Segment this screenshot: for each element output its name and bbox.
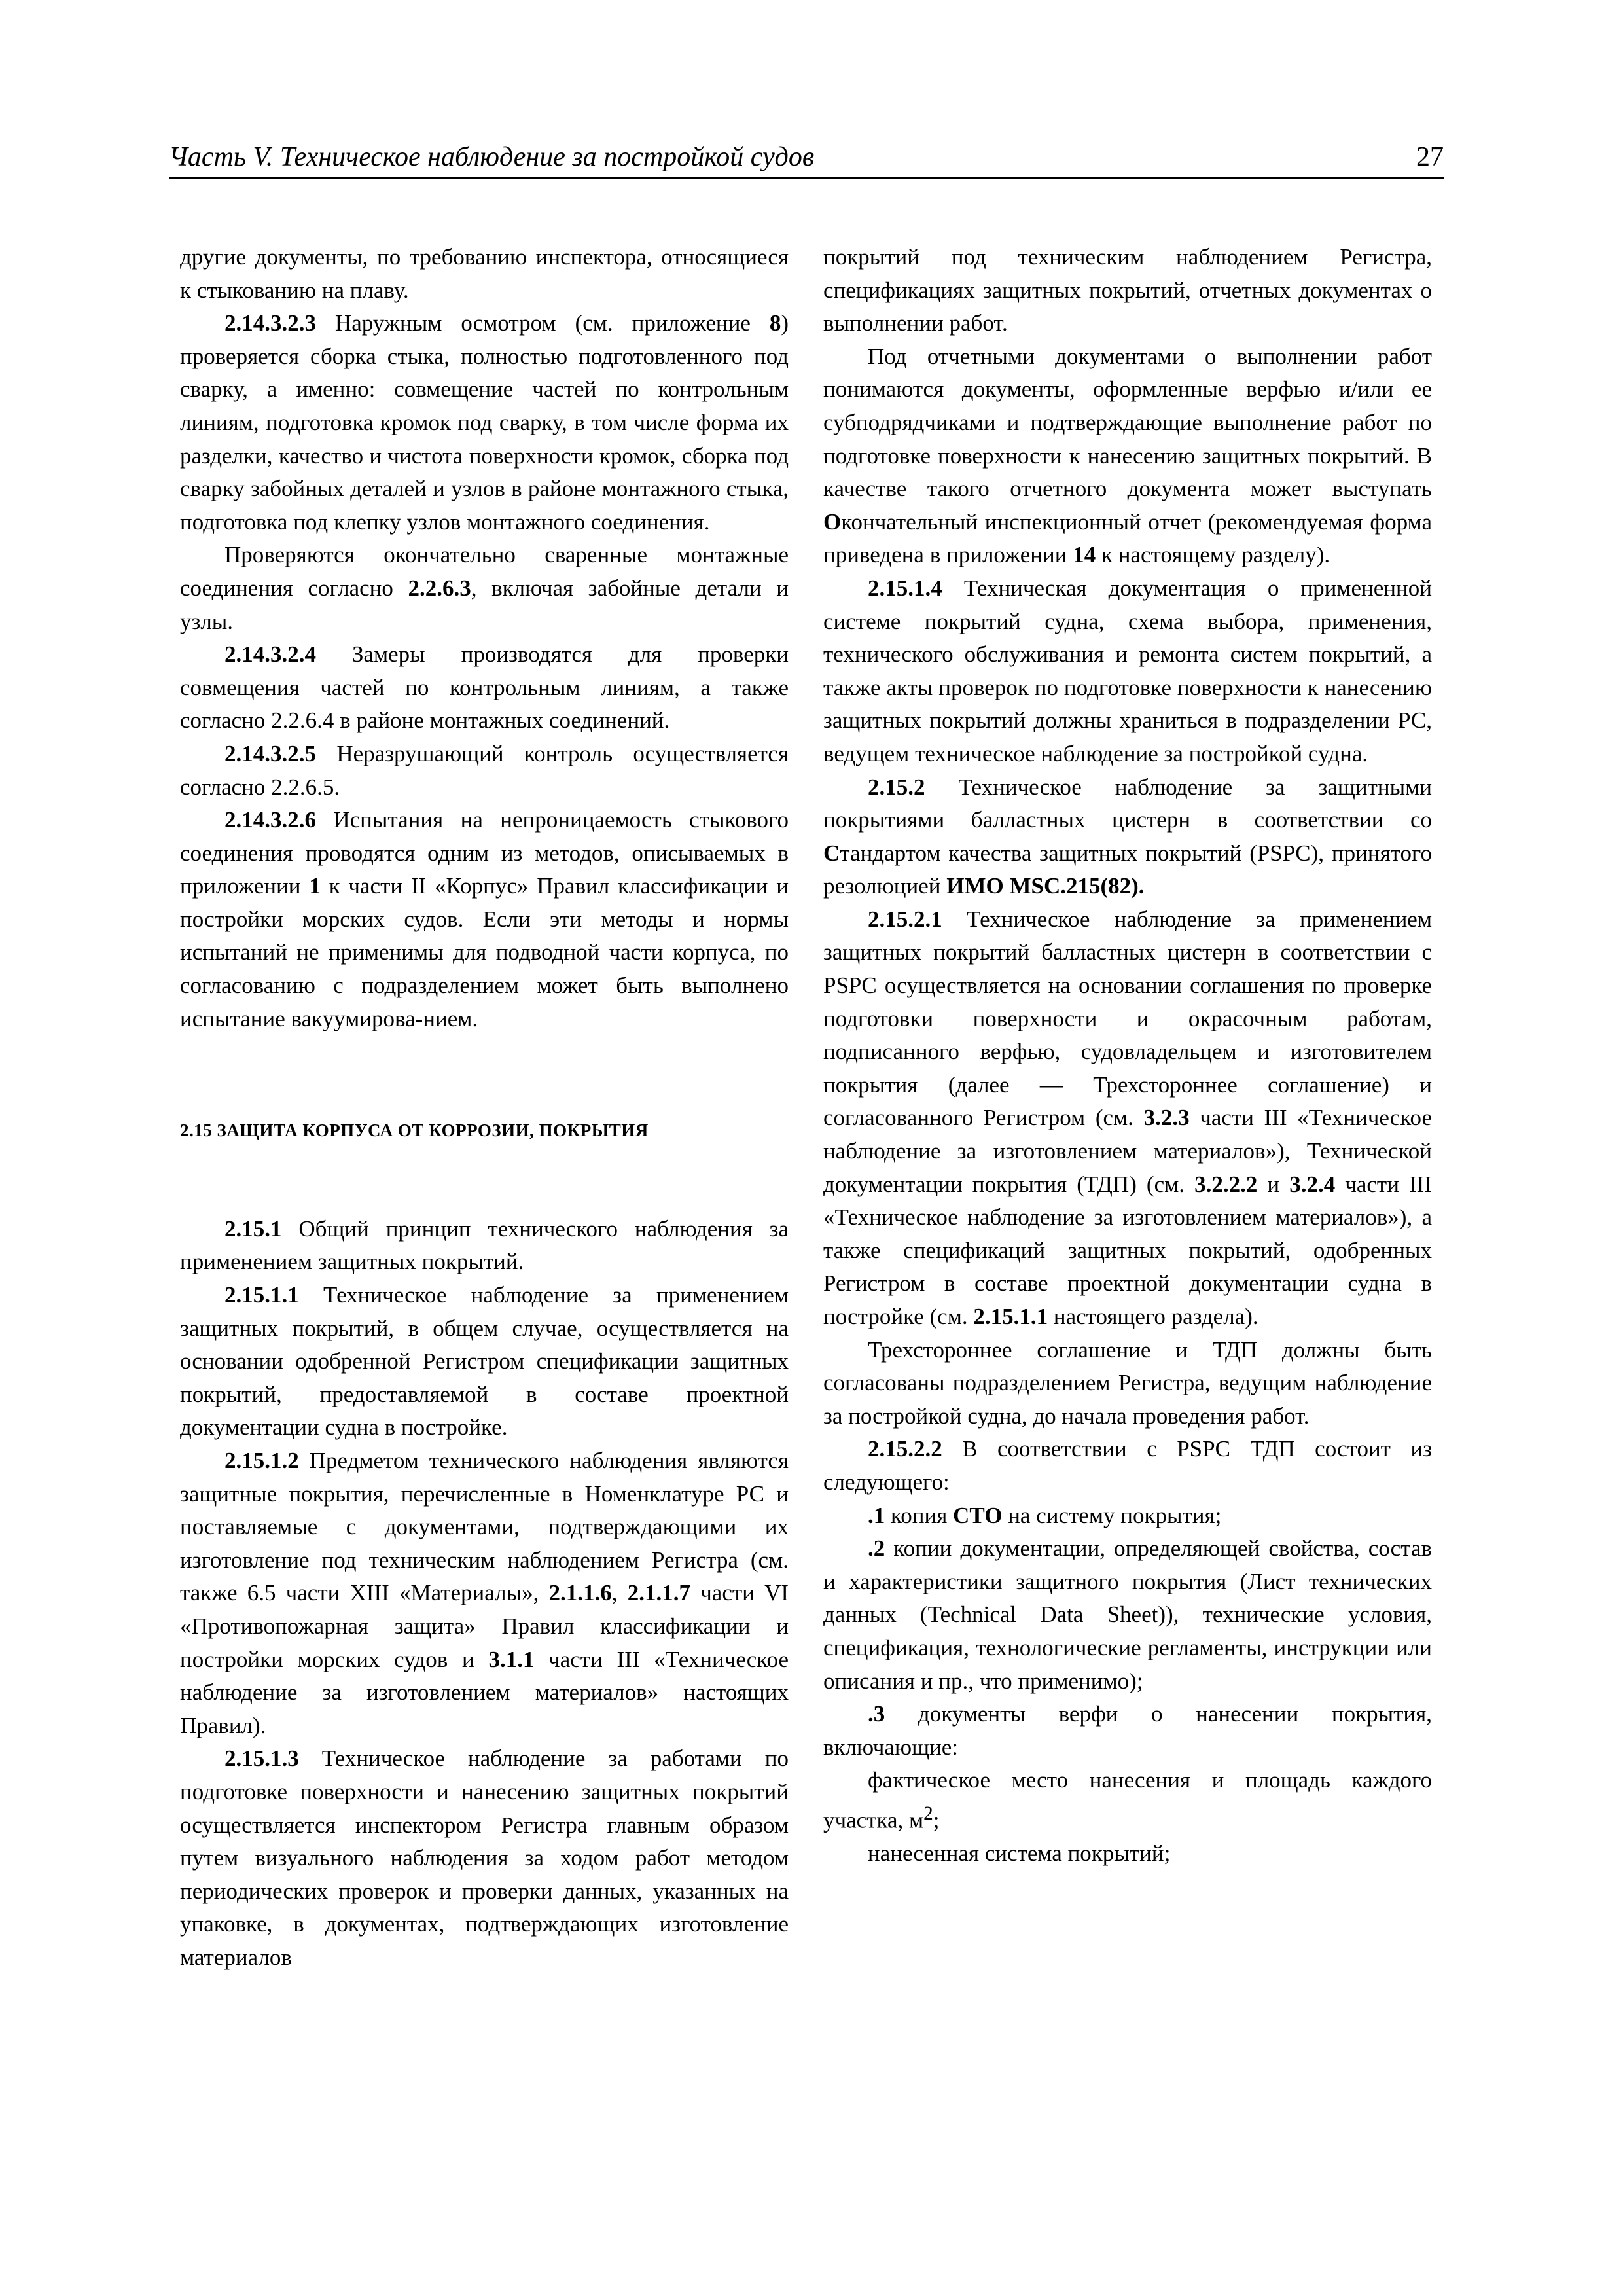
- right-column: [823, 241, 1432, 1871]
- paragraph-2-15-1-4: 2.15.1.4 Техническая документация о примененной системе покрытий судна, схема выбора, применения, технического обслуживания и ремонта систем покрытий, а также акты проверок по подготовке поверхности к нанесению защитных покрытий должны храниться в подразделении РС, ведущем техническое наблюдение за постройкой судна.: [823, 575, 1432, 766]
- list-item-1: .1 копия СТО на систему покрытия;: [868, 1502, 1222, 1528]
- paragraph: покрытий под техническим наблюдением Регистра, спецификациях защитных покрытий, отчетных документах о выполнении работ.: [823, 244, 1432, 336]
- paragraph: Проверяются окончательно сваренные монтажные соединения согласно 2.2.6.3, включая забойные детали и узлы.: [180, 542, 789, 634]
- paragraph-2-14-3-2-6: 2.14.3.2.6 Испытания на непроницаемость стыкового соединения проводятся одним из методов, описываемых в приложении 1 к части II «Корпус» Правил классификации и постройки морских судов. Если эти методы и нормы испытаний не применимы для подводной части корпуса, по согласованию с подразделением может быть выполнено испытание вакуумирова-нием.: [180, 807, 789, 1031]
- list-subitem: фактическое место нанесения и площадь каждого участка, $м^2$;: [823, 1767, 1432, 1833]
- page-header: [169, 131, 1444, 179]
- paragraph-2-15-1-2: 2.15.1.2 Предметом технического наблюдения являются защитные покрытия, перечисленные в Номенклатуре РС и поставляемые с документами, подтверждающими их изготовление под техническим наблюдением Регистра (см. также 6.5 части XIII «Материалы», 2.1.1.6, 2.1.1.7 части VI «Противопожарная защита» Правил классификации и постройки морских судов и 3.1.1 части III «Техническое наблюдение за изготовлением материалов» настоящих Правил).: [180, 1448, 789, 1738]
- paragraph-2-14-3-2-5: 2.14.3.2.5 Неразрушающий контроль осуществляется согласно 2.2.6.5.: [180, 740, 789, 800]
- page-number: 27: [1416, 142, 1444, 172]
- list-item-2: .2 копии документации, определяющей свойства, состав и характеристики защитного покрытия (Лист технических данных (Technical Data Sheet)), технические условия, спецификация, технологические регламенты, инструкции или описания и пр., что применимо);: [823, 1535, 1432, 1694]
- running-title: Часть V. Техническое наблюдение за постройкой судов: [169, 142, 815, 172]
- list-item-3: .3 документы верфи о нанесении покрытия, включающие:: [823, 1701, 1432, 1760]
- paragraph: Под отчетными документами о выполнении работ понимаются документы, оформленные верфью и/или ее субподрядчиками и подтверждающие выполнение работ по подготовке поверхности к нанесению защитных покрытий. В качестве такого отчетного документа может выступать Окончательный инспекционный отчет (рекомендуемая форма приведена в приложении 14 к настоящему разделу).: [823, 343, 1432, 568]
- left-column: [180, 241, 789, 1975]
- list-subitem: нанесенная система покрытий;: [868, 1840, 1171, 1867]
- paragraph-2-15-1: 2.15.1 Общий принцип технического наблюдения за применением защитных покрытий.: [180, 1215, 789, 1275]
- paragraph-2-15-1-1: 2.15.1.1 Техническое наблюдение за применением защитных покрытий, в общем случае, осуществляется на основании одобренной Регистром спецификации защитных покрытий, предоставляемой в составе проектной документации судна в постройке.: [180, 1282, 789, 1441]
- paragraph-2-14-3-2-4: 2.14.3.2.4 Замеры производятся для проверки совмещения частей по контрольным линиям, а также согласно 2.2.6.4 в районе монтажных соединений.: [180, 641, 789, 734]
- paragraph-2-15-1-3: 2.15.1.3 Техническое наблюдение за работами по подготовке поверхности и нанесению защитных покрытий осуществляется инспектором Регистра главным образом путем визуального наблюдения за ходом работ методом периодических проверок и проверки данных, указанных на упаковке, в документах, подтверждающих изготовление материалов: [180, 1746, 789, 1970]
- section-heading: 2.15 ЗАЩИТА КОРПУСА ОТ КОРРОЗИИ, ПОКРЫТИЯ: [180, 1121, 649, 1141]
- paragraph: Трехстороннее соглашение и ТДП должны быть согласованы подразделением Регистра, ведущим наблюдение за постройкой судна, до начала проведения работ.: [823, 1336, 1432, 1429]
- paragraph-2-15-2: 2.15.2 Техническое наблюдение за защитными покрытиями балластных цистерн в соответствии со Стандартом качества защитных покрытий (PSPC), принятого резолюцией ИМО MSC.215(82).: [823, 774, 1432, 899]
- paragraph-2-15-2-1: 2.15.2.1 Техническое наблюдение за применением защитных покрытий балластных цистерн в соответствии с PSPC осуществляется на основании соглашения по проверке подготовки поверхности и окрасочным работам, подписанного верфью, судовладельцем и изготовителем покрытия (далее — Трехстороннее соглашение) и согласованного Регистром (см. 3.2.3 части III «Техническое наблюдение за изготовлением материалов»), Технической документации покрытия (ТДП) (см. 3.2.2.2 и 3.2.4 части III «Техническое наблюдение за изготовлением материалов»), а также спецификаций защитных покрытий, одобренных Регистром в составе проектной документации судна в постройке (см. 2.15.1.1 настоящего раздела).: [823, 906, 1432, 1329]
- paragraph: другие документы, по требованию инспектора, относящиеся к стыкованию на плаву.: [180, 244, 789, 303]
- paragraph-2-14-3-2-3: 2.14.3.2.3 Наружным осмотром (см. приложение 8) проверяется сборка стыка, полностью подготовленного под сварку, а именно: совмещение частей по контрольным линиям, подготовка кромок под сварку, в том числе форма их разделки, качество и чистота поверхности кромок, сборка под сварку забойных деталей и узлов в районе монтажного стыка, подготовка под клепку узлов монтажного соединения.: [180, 310, 789, 535]
- paragraph-2-15-2-2: 2.15.2.2 В соответствии с PSPC ТДП состоит из следующего:: [823, 1436, 1432, 1495]
